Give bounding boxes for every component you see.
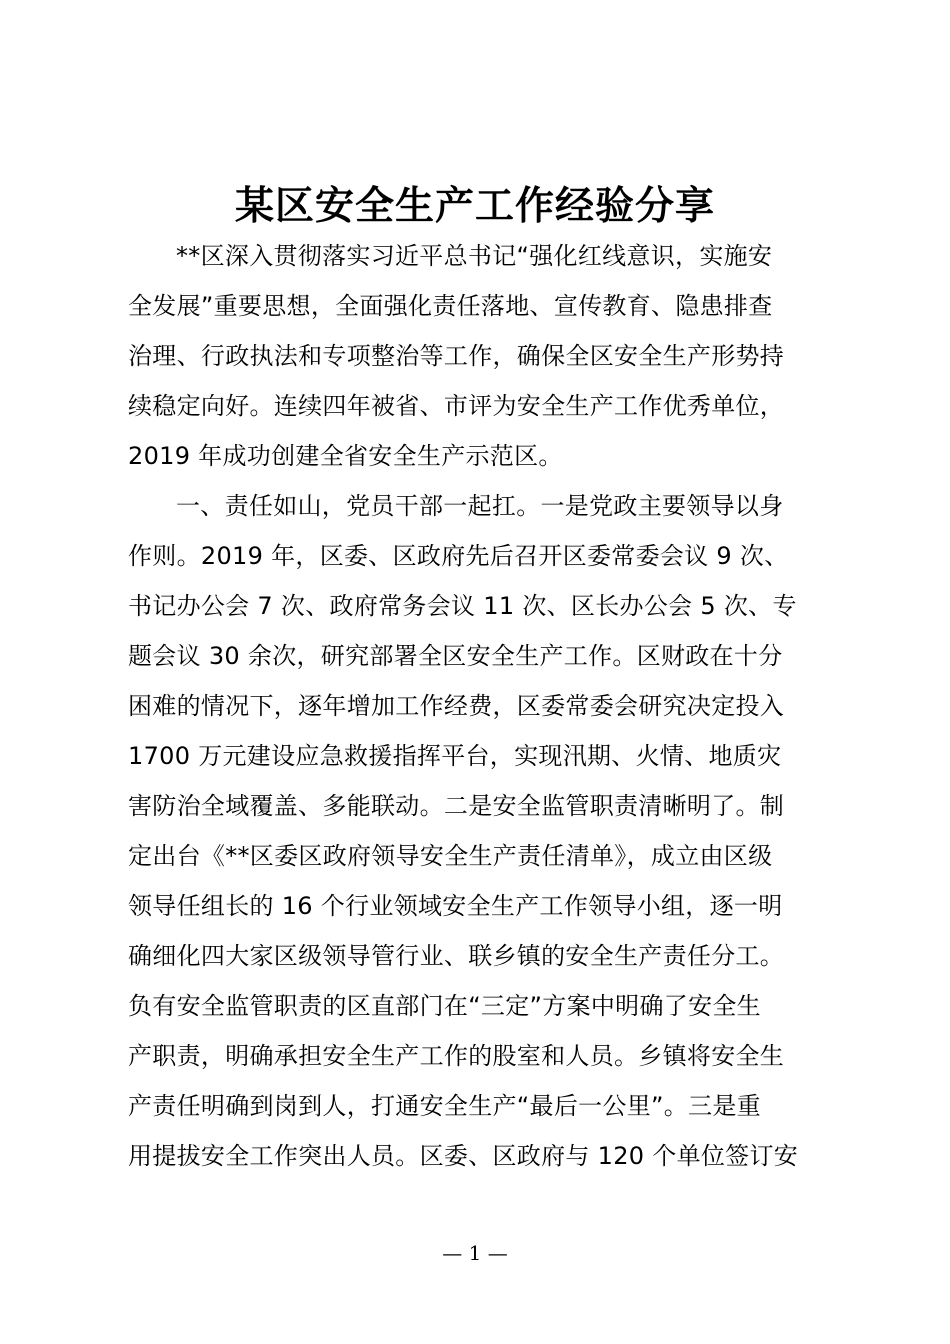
paragraph-2-line-3: 书记办公会 7 次、政府常务会议 11 次、区长办公会 5 次、专	[128, 592, 797, 620]
paragraph-2-line-14: 用提拔安全工作突出人员。区委、区政府与 120 个单位签订安	[128, 1142, 799, 1170]
paragraph-2-line-4: 题会议 30 余次，研究部署全区安全生产工作。区财政在十分	[128, 642, 783, 670]
paragraph-1-line-1: **区深入贯彻落实习近平总书记“强化红线意识，实施安	[176, 242, 773, 270]
paragraph-1-line-2: 全发展”重要思想，全面强化责任落地、宣传教育、隐患排查	[128, 292, 773, 320]
paragraph-2-line-1: 一、责任如山，党员干部一起扛。一是党政主要领导以身	[176, 492, 784, 520]
paragraph-1-line-3: 治理、行政执法和专项整治等工作，确保全区安全生产形势持	[128, 342, 785, 370]
paragraph-2-line-6: 1700 万元建设应急救援指挥平台，实现汛期、火情、地质灾	[128, 742, 782, 770]
paragraph-2-line-10: 确细化四大家区级领导管行业、联乡镇的安全生产责任分工。	[128, 942, 785, 970]
paragraph-2-line-12: 产职责，明确承担安全生产工作的股室和人员。乡镇将安全生	[128, 1042, 785, 1070]
paragraph-2-line-11: 负有安全监管职责的区直部门在“三定”方案中明确了安全生	[128, 992, 761, 1020]
paragraph-2-line-7: 害防治全域覆盖、多能联动。二是安全监管职责清晰明了。制	[128, 792, 785, 820]
paragraph-2-line-2: 作则。2019 年，区委、区政府先后召开区委常委会议 9 次、	[128, 542, 789, 570]
paragraph-2-line-13: 产责任明确到岗到人，打通安全生产“最后一公里”。三是重	[128, 1092, 761, 1120]
paragraph-2-line-5: 困难的情况下，逐年增加工作经费，区委常委会研究决定投入	[128, 692, 785, 720]
paragraph-1-line-5: 2019 年成功创建全省安全生产示范区。	[128, 442, 563, 470]
page-number: — 1 —	[442, 1241, 508, 1265]
paragraph-2-line-9: 领导任组长的 16 个行业领域安全生产工作领导小组，逐一明	[128, 892, 783, 920]
paragraph-2-line-8: 定出台《**区委区政府领导安全生产责任清单》，成立由区级	[128, 842, 773, 870]
paragraph-1-line-4: 续稳定向好。连续四年被省、市评为安全生产工作优秀单位，	[128, 392, 785, 420]
document-title: 某区安全生产工作经验分享	[234, 183, 715, 229]
